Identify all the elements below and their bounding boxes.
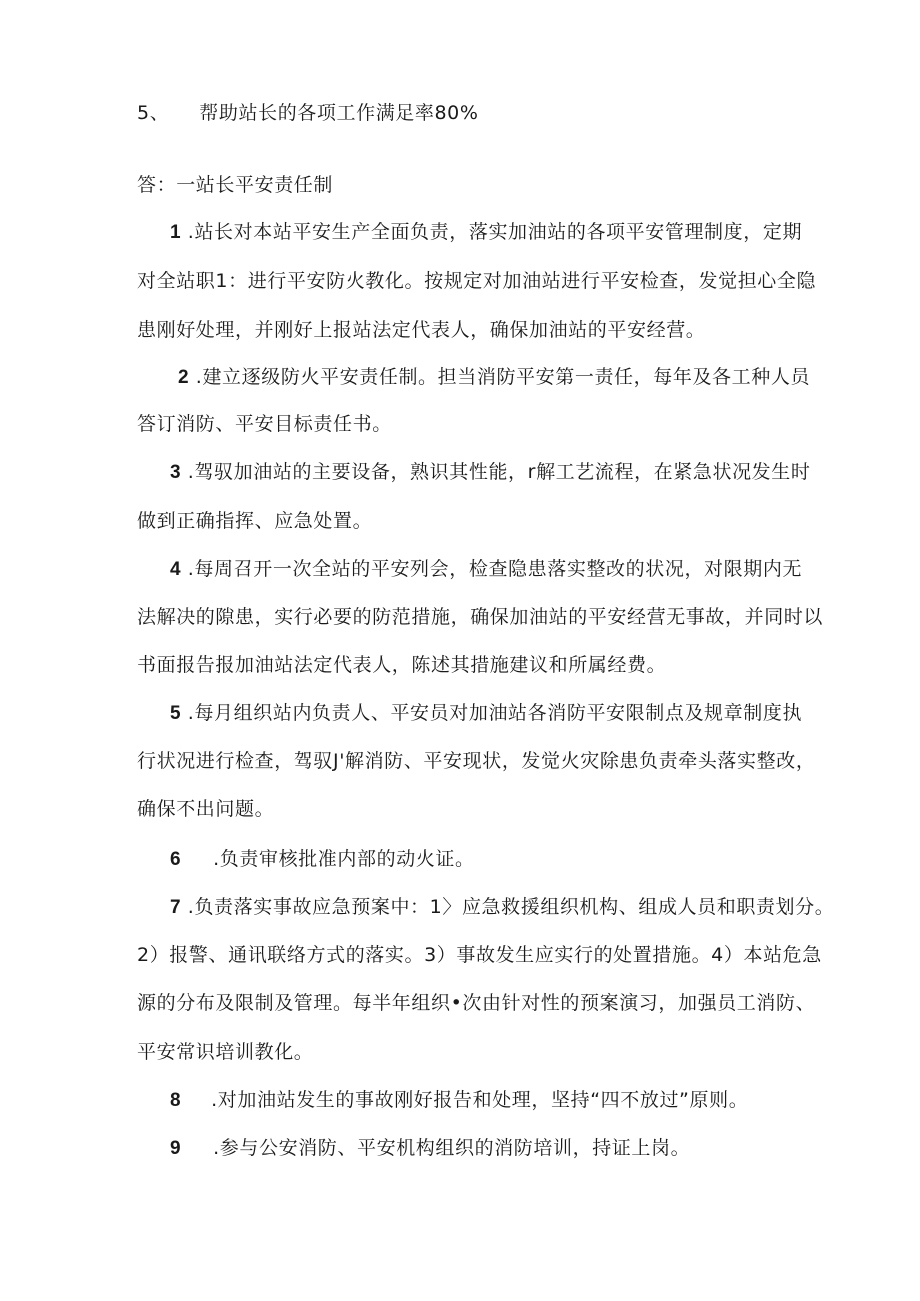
paragraph-6-text-1: .负责审核批准内部的动火证。: [213, 848, 475, 870]
paragraph-2-line-2: 答订消防、平安目标责任书。: [137, 413, 392, 435]
paragraph-3-number: 3: [170, 462, 182, 483]
paragraph-4-line-2: 法解决的隙患，实行必要的防范措施，确保加油站的平安经营无事故，并同时以: [137, 606, 824, 628]
paragraph-4-line-1: [170, 556, 802, 583]
paragraph-2-line-1: [178, 364, 810, 391]
paragraph-9-number: 9: [170, 1138, 182, 1159]
item-5-number: 5、: [137, 102, 170, 124]
answer-heading: 答：一站长平安责任制: [137, 174, 334, 196]
item-5-text: 帮助站长的各项工作满足率80%: [199, 102, 479, 124]
paragraph-7-number: 7: [170, 897, 182, 918]
paragraph-3-line-1: [170, 459, 810, 486]
paragraph-1-line-3: 患刚好处理，并刚好上报站法定代表人，确保加油站的平安经营。: [137, 319, 706, 341]
paragraph-5-line-2: 行状况进行检查，驾驭J'解消防、平安现状，发觉火灾除患负责牵头落实整改，: [137, 750, 816, 772]
paragraph-1-text-1: .站长对本站平安生产全面负责，落实加油站的各项平安管理制度，定期: [181, 221, 803, 243]
paragraph-3-line-2: 做到正确指挥、应急处置。: [137, 510, 373, 532]
paragraph-1-number: 1: [170, 222, 182, 243]
paragraph-5-line-1: [170, 700, 802, 727]
paragraph-9-line-1: [170, 1135, 690, 1162]
paragraph-6-number: 6: [170, 849, 182, 870]
paragraph-7-line-4: 平安常识培训教化。: [137, 1041, 314, 1063]
paragraph-8-line-1: [170, 1087, 748, 1114]
paragraph-6-line-1: [170, 846, 475, 873]
item-5-line: [137, 100, 479, 126]
paragraph-1-line-1: [170, 219, 802, 246]
paragraph-3-text-1: .驾驭加油站的主要设备，熟识其性能，r解工艺流程，在紧急状况发生时: [181, 461, 811, 483]
paragraph-4-number: 4: [170, 559, 182, 580]
paragraph-7-text-1: .负责落实事故应急预案中：1〉应急救援组织机构、组成人员和职责划分。: [181, 896, 835, 918]
paragraph-4-text-1: .每周召开一次全站的平安列会，检查隐患落实整改的状况，对限期内无: [181, 558, 803, 580]
paragraph-9-text-1: .参与公安消防、平安机构组织的消防培训，持证上岗。: [213, 1137, 691, 1159]
paragraph-5-line-3: 确保不出问题。: [137, 798, 275, 820]
paragraph-7-line-3: 源的分布及限制及管理。每半年组织•次由针对性的预案演习，加强员工消防、: [137, 992, 816, 1014]
paragraph-1-line-2: 对全站职1：进行平安防火教化。按规定对加油站进行平安检查，发觉担心全隐: [137, 270, 817, 292]
paragraph-5-number: 5: [170, 703, 182, 724]
paragraph-5-text-1: .每月组织站内负责人、平安员对加油站各消防平安限制点及规章制度执: [181, 702, 803, 724]
paragraph-4-line-3: 书面报告报加油站法定代表人，陈述其措施建议和所属经费。: [137, 654, 667, 676]
paragraph-8-text-1: .对加油站发生的事故刚好报告和处理，坚持“四不放过”原则。: [211, 1089, 749, 1111]
paragraph-2-number: 2: [178, 367, 190, 388]
paragraph-8-number: 8: [170, 1090, 182, 1111]
paragraph-7-line-2: 2）报警、通讯联络方式的落实。3）事故发生应实行的处置措施。4）本站危急: [137, 944, 822, 966]
paragraph-7-line-1: [170, 894, 834, 921]
paragraph-2-text-1: .建立逐级防火平安责任制。担当消防平安第一责任，每年及各工种人员: [189, 366, 811, 388]
